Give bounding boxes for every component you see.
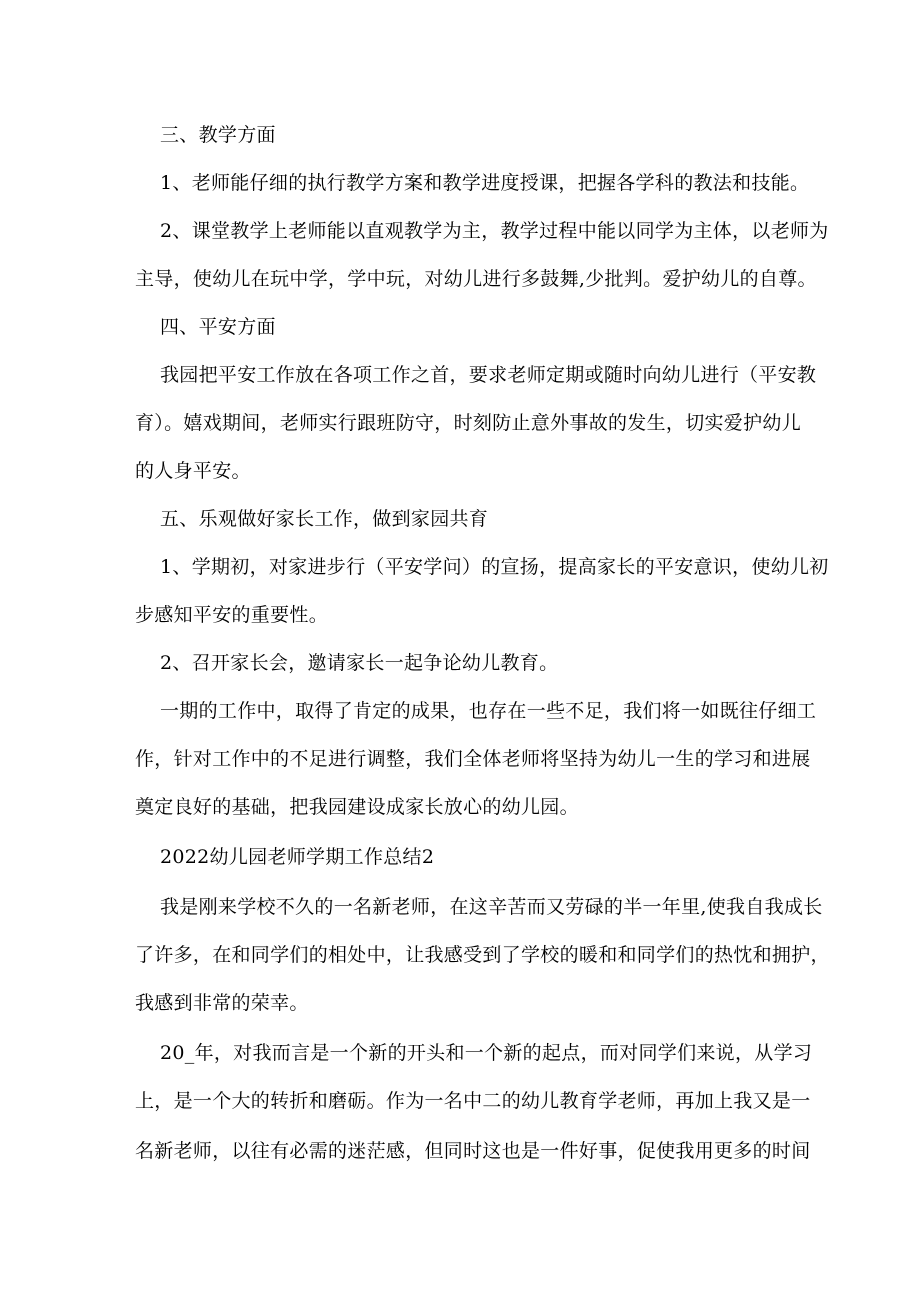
text-line: 上，是一个大的转折和磨砺。作为一名中二的幼儿教育学老师，再加上我又是一 (135, 1090, 811, 1112)
heading-safety: 四、平安方面 (160, 316, 276, 338)
text-line: 1、学期初，对家进步行（平安学问）的宣扬，提高家长的平安意识，使幼儿初 (160, 556, 829, 578)
text-line: 作，针对工作中的不足进行调整，我们全体老师将坚持为幼儿一生的学习和进展 (135, 748, 811, 770)
text-line: 我是刚来学校不久的一名新老师，在这辛苦而又劳碌的半一年里,使我自我成长 (160, 896, 823, 918)
text-line: 2、课堂教学上老师能以直观教学为主，教学过程中能以同学为主体，以老师为 (160, 220, 829, 242)
text-line: 育）。嬉戏期间，老师实行跟班防守，时刻防止意外事故的发生，切实爱护幼儿 (135, 412, 802, 434)
text-line: 20_年，对我而言是一个新的开头和一个新的起点，而对同学们来说，从学习 (160, 1042, 813, 1064)
text-line: 了许多，在和同学们的相处中，让我感受到了学校的暖和和同学们的热忱和拥护， (135, 944, 830, 966)
text-line: 的人身平安。 (135, 460, 251, 482)
text-line: 名新老师，以往有必需的迷茫感，但同时这也是一件好事，促使我用更多的时间 (135, 1140, 811, 1162)
heading-teaching: 三、教学方面 (160, 124, 276, 146)
text-line: 我园把平安工作放在各项工作之首，要求老师定期或随时向幼儿进行（平安教 (160, 364, 817, 386)
text-line: 奠定良好的基础，把我园建设成家长放心的幼儿园。 (135, 796, 579, 818)
heading-parents: 五、乐观做好家长工作，做到家园共育 (160, 508, 489, 530)
text-line: 主导，使幼儿在玩中学，学中玩，对幼儿进行多鼓舞,少批判。爱护幼儿的自尊。 (135, 268, 817, 290)
text-line: 步感知平安的重要性。 (135, 604, 329, 626)
section-title: 2022幼儿园老师学期工作总结2 (160, 846, 435, 868)
text-line: 一期的工作中，取得了肯定的成果，也存在一些不足，我们将一如既往仔细工 (160, 700, 817, 722)
text-line: 我感到非常的荣幸。 (135, 992, 309, 1014)
text-line: 2、召开家长会，邀请家长一起争论幼儿教育。 (160, 652, 559, 674)
text-line: 1、老师能仔细的执行教学方案和教学进度授课，把握各学科的教法和技能。 (160, 172, 810, 194)
